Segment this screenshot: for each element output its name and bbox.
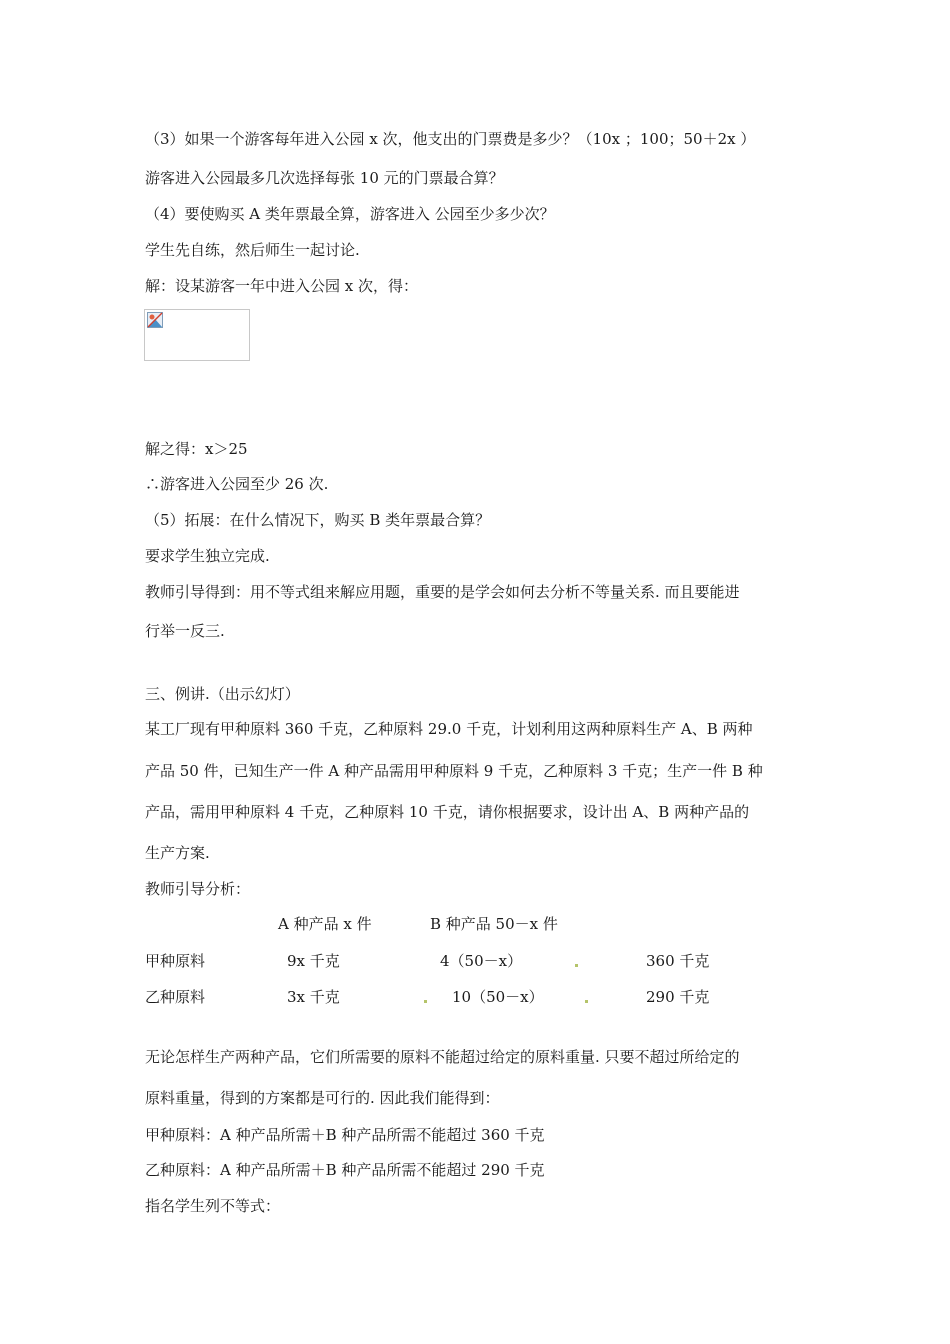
paragraph-19: 原料重量，得到的方案都是可行的. 因此我们能得到：: [145, 1089, 500, 1107]
paragraph-9: 要求学生独立完成.: [145, 547, 270, 565]
broken-image-icon: [147, 312, 163, 328]
paragraph-4: 学生先自练，然后师生一起讨论.: [145, 241, 360, 259]
paragraph-16: 生产方案.: [145, 844, 210, 862]
row-b-value: 4（50－x）: [440, 952, 523, 970]
row-a-value: 9x 千克: [287, 952, 340, 970]
paragraph-22: 指名学生列不等式：: [145, 1197, 281, 1215]
decorative-dot: [575, 964, 578, 967]
paragraph-13: 某工厂现有甲种原料 360 千克，乙种原料 29.0 千克，计划利用这两种原料生产 A、B 两种: [145, 720, 753, 738]
paragraph-11: 行举一反三.: [145, 622, 225, 640]
table-header-a: A 种产品 x 件: [278, 915, 372, 933]
decorative-dot: [424, 1000, 427, 1003]
paragraph-8: （5）拓展：在什么情况下，购买 B 类年票最合算？: [145, 511, 491, 529]
paragraph-15: 产品，需用甲种原料 4 千克，乙种原料 10 千克，请你根据要求，设计出 A、B 两种产品的: [145, 803, 750, 821]
row-a-value: 3x 千克: [287, 988, 340, 1006]
paragraph-20: 甲种原料：A 种产品所需＋B 种产品所需不能超过 360 千克: [145, 1126, 545, 1144]
paragraph-17: 教师引导分析：: [145, 880, 251, 898]
paragraph-18: 无论怎样生产两种产品，它们所需要的原料不能超过给定的原料重量. 只要不超过所给定的: [145, 1048, 740, 1066]
broken-image-placeholder: [144, 309, 250, 361]
paragraph-3: （4）要使购买 A 类年票最全算，游客进入 公园至少多少次？: [145, 205, 555, 223]
row-total: 290 千克: [646, 988, 710, 1006]
section-heading: 三、例讲.（出示幻灯）: [145, 685, 300, 703]
paragraph-7: ∴游客进入公园至少 26 次.: [145, 475, 329, 493]
row-total: 360 千克: [646, 952, 710, 970]
paragraph-2: 游客进入公园最多几次选择每张 10 元的门票最合算？: [145, 169, 504, 187]
row-b-value: 10（50－x）: [452, 988, 544, 1006]
paragraph-14: 产品 50 件，已知生产一件 A 种产品需用甲种原料 9 千克，乙种原料 3 千克；生产一件 B 种: [145, 762, 763, 780]
paragraph-10: 教师引导得到：用不等式组来解应用题，重要的是学会如何去分析不等量关系. 而且要能进: [145, 583, 740, 601]
decorative-dot: [585, 1000, 588, 1003]
paragraph-6: 解之得：x＞25: [145, 440, 248, 458]
row-label: 乙种原料: [145, 988, 206, 1006]
paragraph-5: 解：设某游客一年中进入公园 x 次，得：: [145, 277, 418, 295]
paragraph-1: （3）如果一个游客每年进入公园 x 次，他支出的门票费是多少？（10x ；100；50＋2x ）: [145, 130, 756, 148]
table-header-b: B 种产品 50－x 件: [430, 915, 558, 933]
row-label: 甲种原料: [145, 952, 206, 970]
paragraph-21: 乙种原料：A 种产品所需＋B 种产品所需不能超过 290 千克: [145, 1161, 545, 1179]
